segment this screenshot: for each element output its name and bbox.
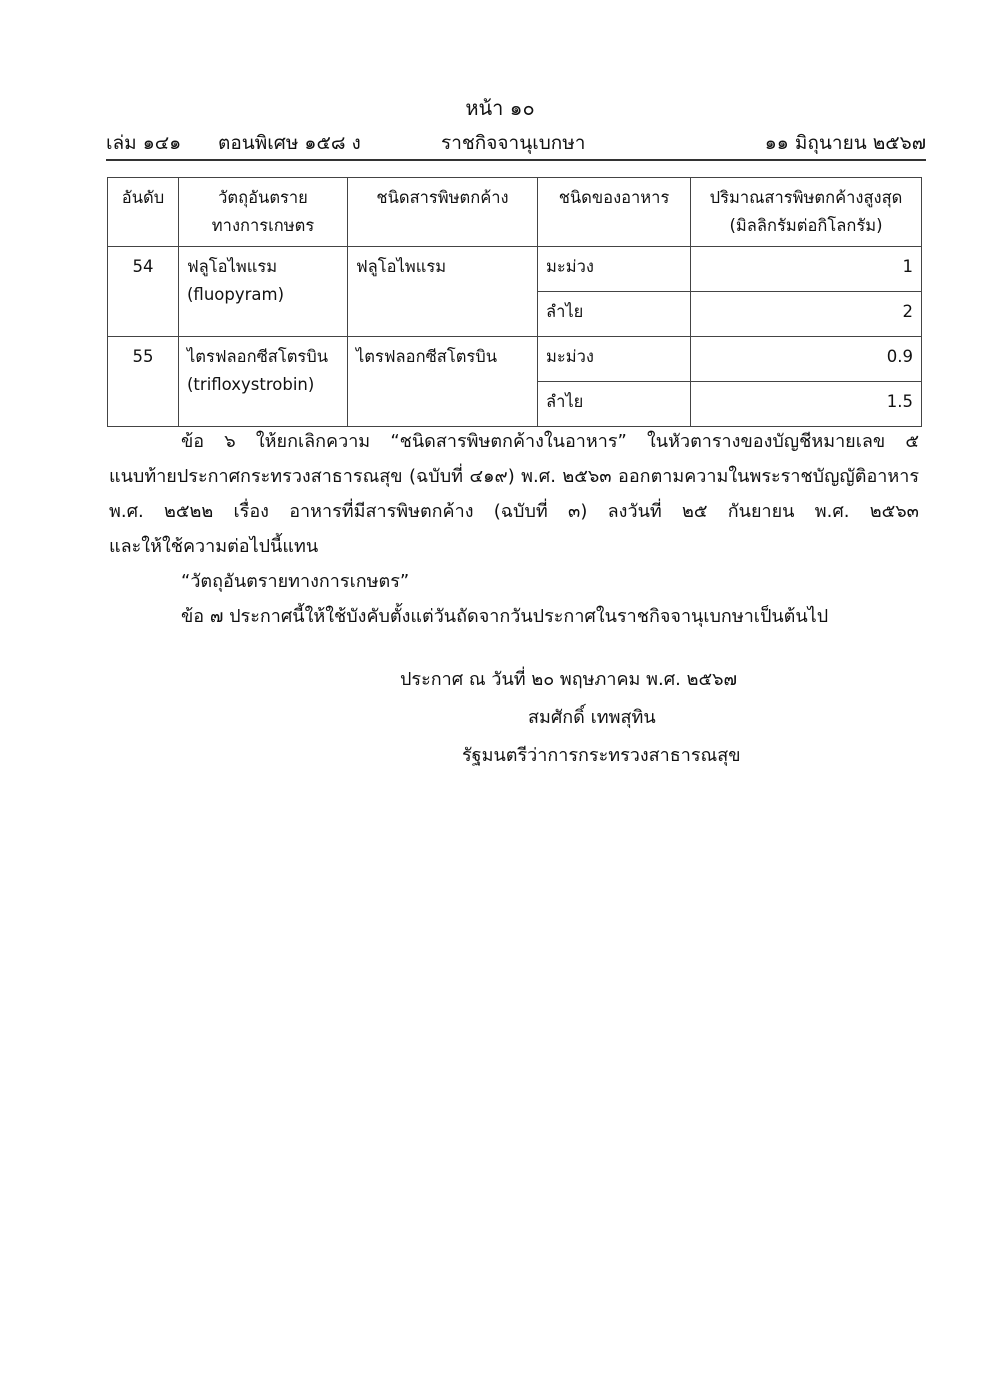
header-food: ชนิดของอาหาร — [538, 178, 691, 247]
row-mrl-value: 0.9 — [691, 337, 922, 382]
section-number: ตอนพิเศษ ๑๕๘ ง — [218, 132, 361, 154]
row-residue: ฟลูโอไพแรม — [348, 247, 538, 337]
table-row — [108, 247, 922, 292]
row-food: ลำไย — [538, 382, 691, 427]
hazard-english-name: (trifloxystrobin) — [187, 375, 315, 394]
header-hazard — [179, 178, 348, 247]
header-mrl — [691, 178, 922, 247]
hazard-thai-name: ไตรฟลอกซีสโตรบิน — [187, 347, 329, 366]
table-row — [108, 337, 922, 382]
row-order: 54 — [108, 247, 179, 337]
row-food: มะม่วง — [538, 247, 691, 292]
header-divider — [106, 159, 926, 161]
row-mrl-value: 1 — [691, 247, 922, 292]
table-header-row — [108, 178, 922, 247]
signatory-name: สมศักดิ์ เทพสุทิน — [528, 707, 656, 728]
clause-7: ข้อ ๗ ประกาศนี้ให้ใช้บังคับตั้งแต่วันถัดจากวันประกาศในราชกิจจานุเบกษาเป็นต้นไป — [181, 606, 829, 627]
row-food: ลำไย — [538, 292, 691, 337]
announcement-date: ประกาศ ณ วันที่ ๒๐ พฤษภาคม พ.ศ. ๒๕๖๗ — [400, 669, 738, 690]
hazard-english-name: (fluopyram) — [187, 285, 285, 304]
row-mrl-value: 1.5 — [691, 382, 922, 427]
replacement-text: “วัตถุอันตรายทางการเกษตร” — [181, 571, 410, 592]
clause-6-line-3: พ.ศ. ๒๕๒๒ เรื่อง อาหารที่มีสารพิษตกค้าง (ฉบับที่ ๓) ลงวันที่ ๒๕ กันยายน พ.ศ. ๒๕๖๓ — [109, 501, 919, 522]
row-hazard — [179, 337, 348, 427]
clause-6-line-2: แนบท้ายประกาศกระทรวงสาธารณสุข (ฉบับที่ ๔๑๙) พ.ศ. ๒๕๖๓ ออกตามความในพระราชบัญญัติอาหาร — [109, 466, 919, 487]
gazette-name: ราชกิจจานุเบกษา — [441, 132, 586, 154]
header-hazard-line2: ทางการเกษตร — [211, 216, 315, 235]
clause-6-line-1: ข้อ ๖ ให้ยกเลิกความ “ชนิดสารพิษตกค้างในอาหาร” ในหัวตารางของบัญชีหมายเลข ๕ — [181, 431, 919, 452]
volume-number: เล่ม ๑๔๑ — [106, 132, 182, 154]
header-residue: ชนิดสารพิษตกค้าง — [348, 178, 538, 247]
clause-6-line-4: และให้ใช้ความต่อไปนี้แทน — [109, 536, 319, 557]
row-order: 55 — [108, 337, 179, 427]
hazard-thai-name: ฟลูโอไพแรม — [187, 257, 278, 276]
page-number: หน้า ๑๐ — [465, 96, 535, 120]
header-hazard-line1: วัตถุอันตราย — [218, 188, 308, 207]
gazette-date: ๑๑ มิถุนายน ๒๕๖๗ — [764, 132, 926, 154]
row-food: มะม่วง — [538, 337, 691, 382]
row-residue: ไตรฟลอกซีสโตรบิน — [348, 337, 538, 427]
row-hazard — [179, 247, 348, 337]
header-mrl-line2: (มิลลิกรัมต่อกิโลกรัม) — [729, 216, 883, 235]
signatory-title: รัฐมนตรีว่าการกระทรวงสาธารณสุข — [462, 745, 741, 766]
residue-table — [107, 177, 922, 427]
row-mrl-value: 2 — [691, 292, 922, 337]
header-mrl-line1: ปริมาณสารพิษตกค้างสูงสุด — [709, 188, 903, 207]
header-order: อันดับ — [108, 178, 179, 247]
clause-6 — [109, 424, 919, 634]
